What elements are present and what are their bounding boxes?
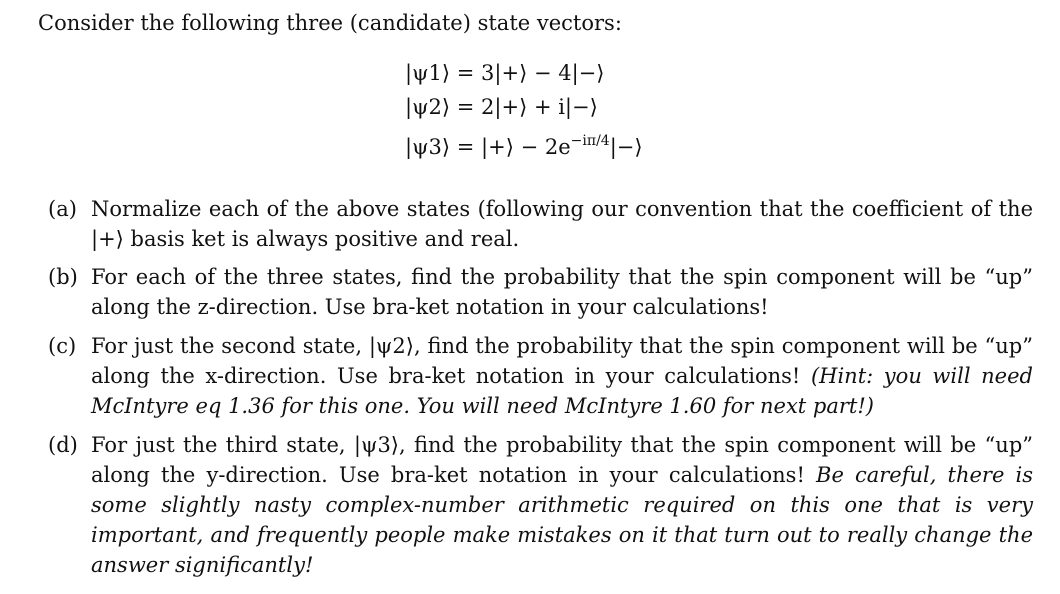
problem-item-b	[48, 262, 1038, 322]
problem-item-d	[48, 430, 1038, 580]
item-hint-d: Be careful, there is some slightly nasty complex-number arithmetic required on this one that is very important, and frequently people make mistakes on it that turn out to really change the answer significantly!	[91, 463, 1033, 577]
item-text-d: For just the third state, |ψ3⟩, find the probability that the spin component will be “up” along the y-direction. Use bra-ket notation in your calculations!	[91, 433, 1033, 487]
equation-psi2: |ψ2⟩ = 2|+⟩ + i|−⟩	[405, 95, 598, 119]
item-text-b: For each of the three states, find the probability that the spin component will be “up” along the z-direction. Use bra-ket notation in your calculations!	[91, 265, 1033, 319]
problem-item-c	[48, 331, 1038, 421]
item-body-c	[91, 331, 1033, 421]
item-hint-c: (Hint: you will need McIntyre eq 1.36 for this one. You will need McIntyre 1.60 for next part!)	[91, 364, 1033, 418]
item-body-a	[91, 194, 1033, 254]
equation-psi1: |ψ1⟩ = 3|+⟩ − 4|−⟩	[405, 61, 605, 85]
item-label-b: (b)	[48, 265, 78, 289]
intro-text: Consider the following three (candidate) state vectors:	[38, 11, 622, 35]
equation-psi3	[405, 132, 643, 165]
item-text-c: For just the second state, |ψ2⟩, find the probability that the spin component will be “up” along the x-direction. Use bra-ket notation in your calculations!	[91, 334, 1033, 388]
item-label-c: (c)	[48, 334, 77, 358]
equation-psi3-main: |ψ3⟩ = |+⟩ − 2e	[405, 135, 571, 159]
equation-psi3-tail: |−⟩	[609, 135, 643, 159]
problem-item-a	[48, 194, 1038, 254]
item-text-a: Normalize each of the above states (following our convention that the coefficient of the |+⟩ basis ket is always positive and real.	[91, 197, 1033, 251]
item-body-b	[91, 262, 1033, 322]
item-label-a: (a)	[48, 197, 77, 221]
equation-psi3-exponent: −iπ/4	[570, 133, 610, 149]
item-body-d	[91, 430, 1033, 580]
item-label-d: (d)	[48, 433, 78, 457]
